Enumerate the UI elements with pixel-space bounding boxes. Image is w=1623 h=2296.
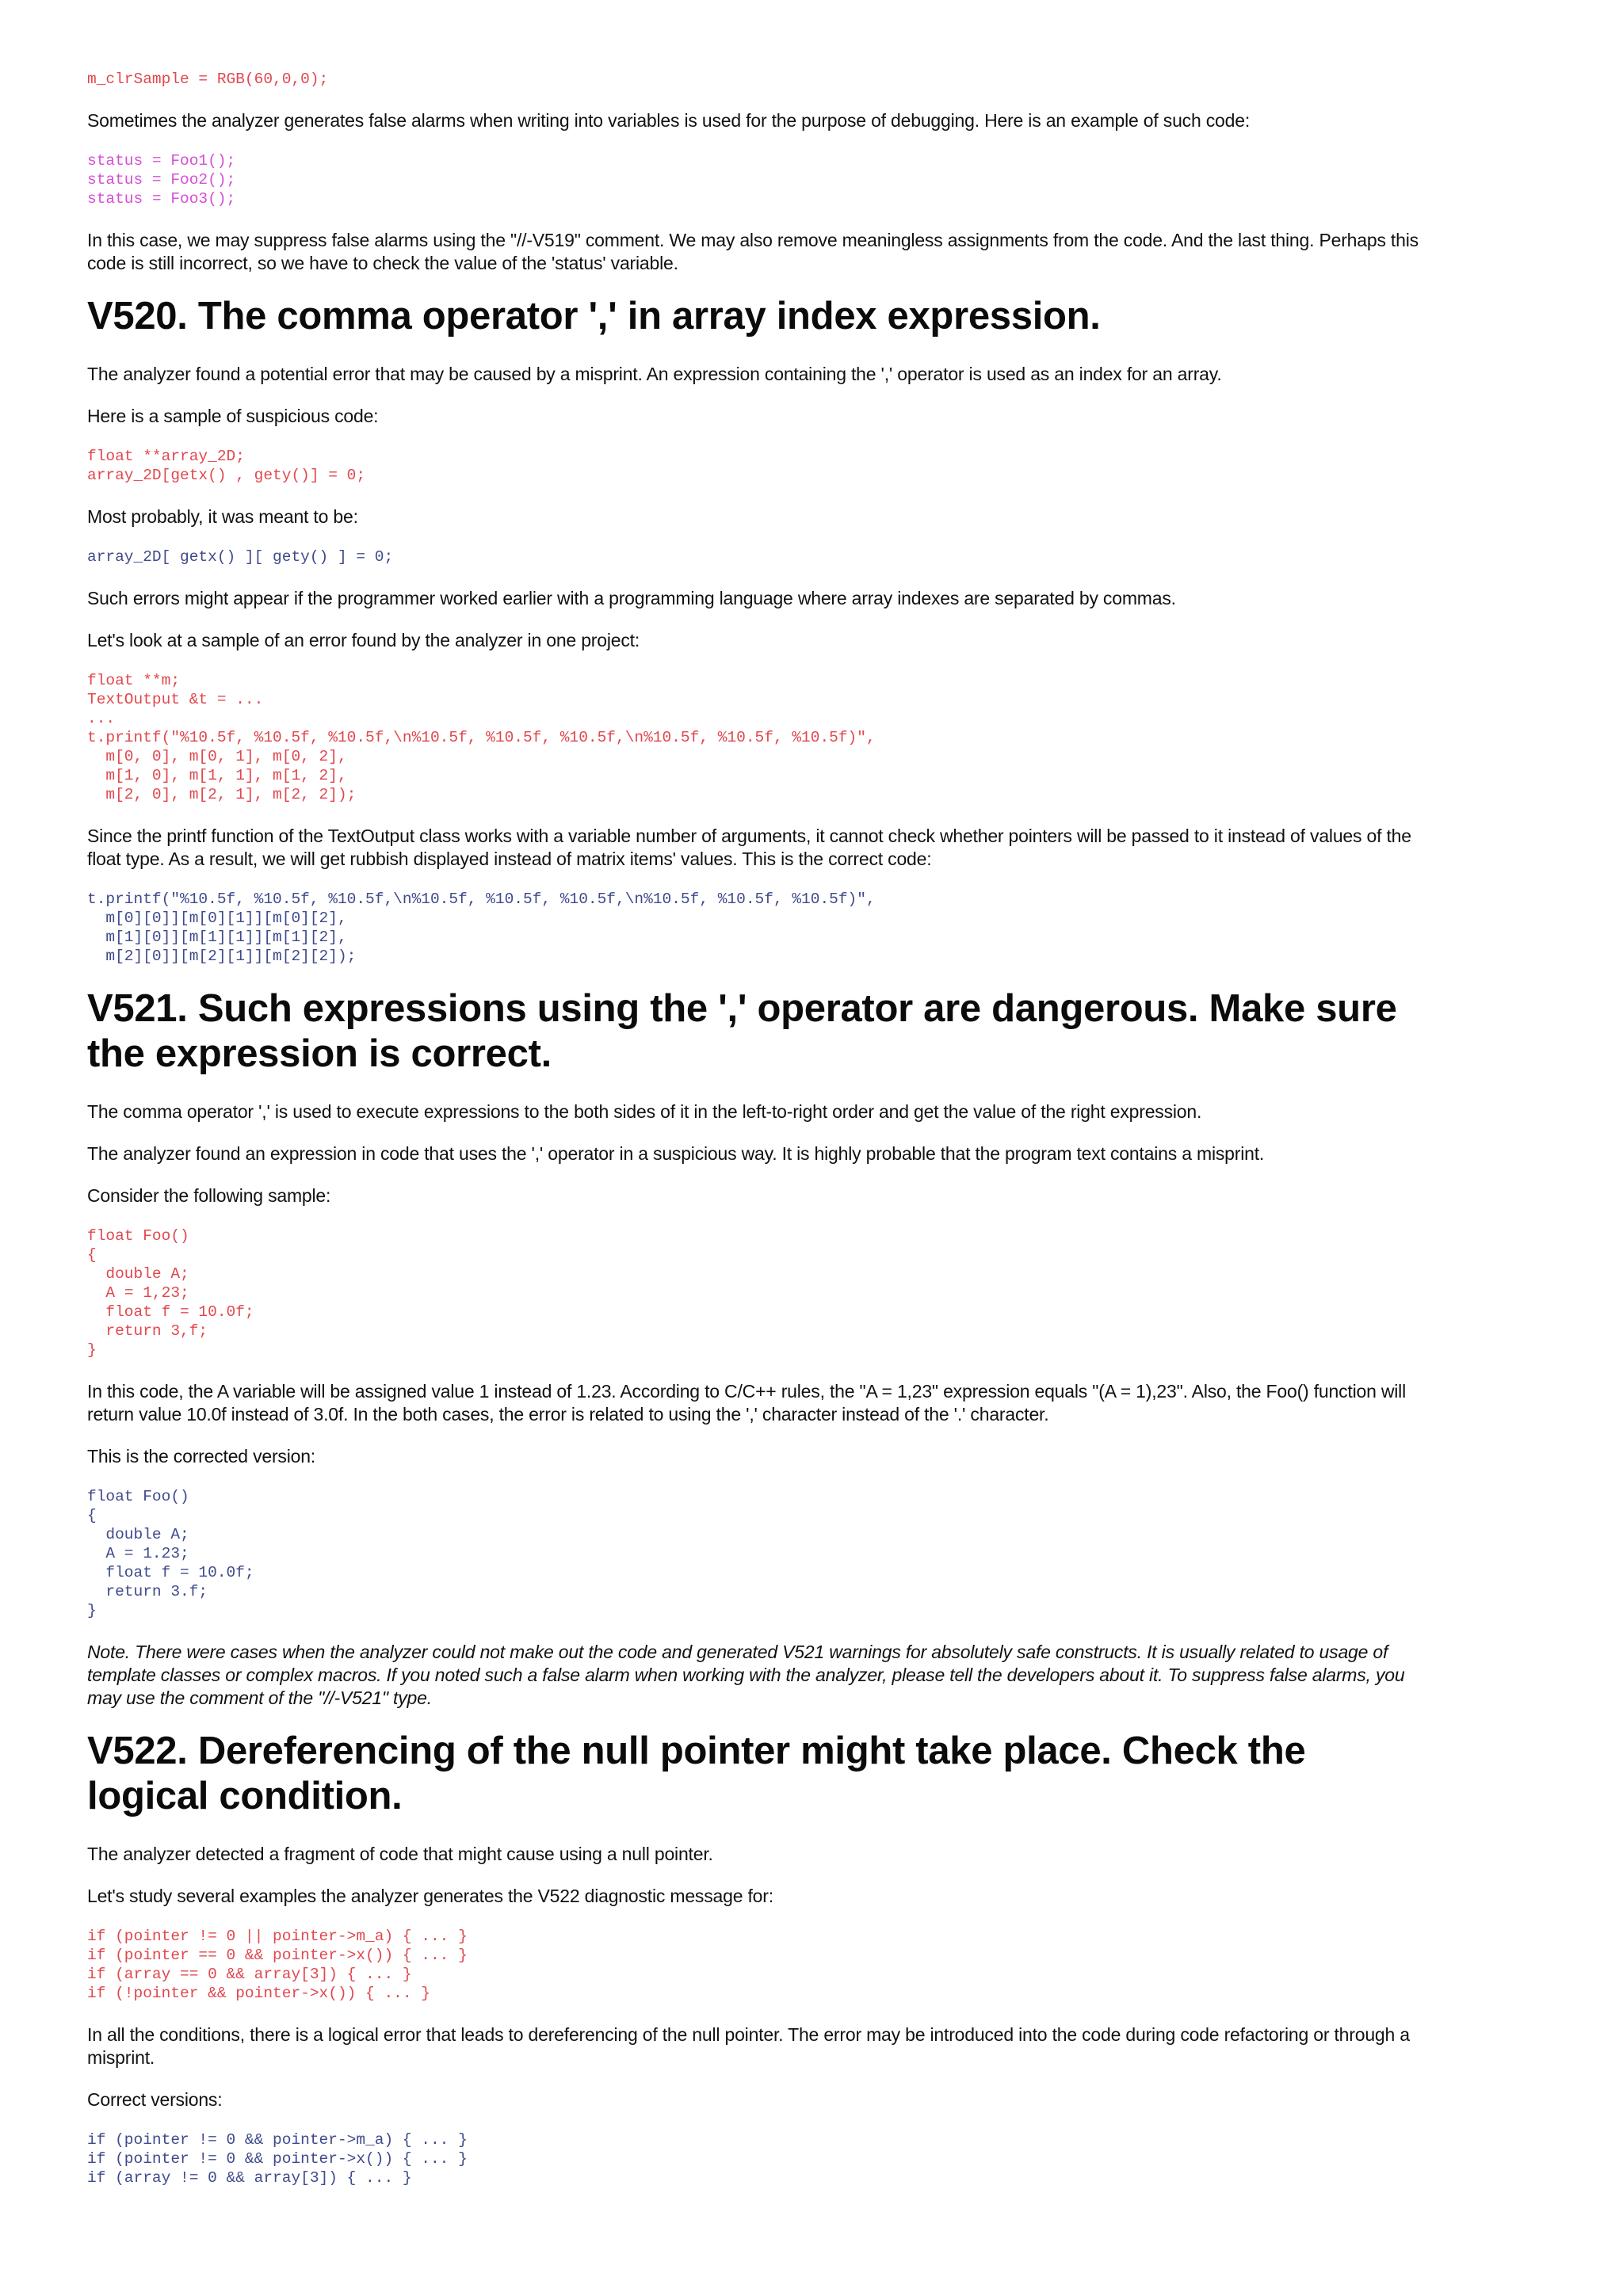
paragraph-v522-intro: The analyzer detected a fragment of code that might cause using a null pointer.	[87, 1844, 713, 1864]
paragraph-null-pointer-explanation: In all the conditions, there is a logical error that leads to dereferencing of the null pointer. The error may be introduced into the code during code refactoring or through a misprint.	[87, 2024, 1410, 2068]
paragraph-corrected-version-label: This is the corrected version:	[87, 1446, 316, 1466]
paragraph-suspicious-code-label: Here is a sample of suspicious code:	[87, 406, 379, 426]
code-block-printf-good: t.printf("%10.5f, %10.5f, %10.5f,\n%10.5f, %10.5f, %10.5f,\n%10.5f, %10.5f, %10.5f)", m[0][0]][m[0][1]][m[0][2], m[1][0]][m[1][1]][m[1][2], m[2][0]][m[2][1]][m[2][2]);	[87, 891, 876, 965]
paragraph-consider-sample: Consider the following sample:	[87, 1185, 331, 1206]
document-page	[87, 70, 1419, 2208]
paragraph-v521-intro: The analyzer found an expression in code that uses the ',' operator in a suspicious way. It is highly probable that the program text contains a misprint.	[87, 1143, 1265, 1164]
paragraph-commas-languages: Such errors might appear if the programmer worked earlier with a programming language where array indexes are separated by commas.	[87, 588, 1176, 608]
heading-v522: V522. Dereferencing of the null pointer might take place. Check the logical condition.	[87, 1730, 1306, 1817]
heading-v520: V520. The comma operator ',' in array index expression.	[87, 295, 1101, 338]
paragraph-meant-to-be: Most probably, it was meant to be:	[87, 506, 358, 527]
code-block-null-pointer-good: if (pointer != 0 && pointer->m_a) { ... } if (pointer != 0 && pointer->x()) { ... } if (array != 0 && array[3]) { ... }	[87, 2131, 468, 2187]
code-block-printf-bad: float **m; TextOutput &t = ... ... t.printf("%10.5f, %10.5f, %10.5f,\n%10.5f, %10.5f, %10.5f,\n%10.5f, %10.5f, %10.5f)", m[0, 0], m[0, 1], m[0, 2], m[1, 0], m[1, 1], m[1, 2], m[2, 0], m[2, 1], m[2, 2]);	[87, 672, 876, 803]
code-block-foo-good: float Foo() { double A; A = 1.23; float f = 10.0f; return 3.f; }	[87, 1488, 254, 1619]
code-block-foo-bad: float Foo() { double A; A = 1,23; float f = 10.0f; return 3,f; }	[87, 1227, 254, 1359]
code-block-array-2d-bad: float **array_2D; array_2D[getx() , gety()] = 0;	[87, 448, 366, 484]
paragraph-v520-intro: The analyzer found a potential error that may be caused by a misprint. An expression containing the ',' operator is used as an index for an array.	[87, 364, 1222, 384]
paragraph-note-v521: Note. There were cases when the analyzer could not make out the code and generated V521 warnings for absolutely safe constructs. It is usually related to usage of template classes or complex macros. If you noted such a false alarm when working with the analyzer, please tell the developers about it. To suppress false alarms, you may use the comment of the "//-V521" type.	[87, 1642, 1405, 1708]
code-block-status-assignments: status = Foo1(); status = Foo2(); status = Foo3();	[87, 152, 236, 208]
code-block-rgb-sample: m_clrSample = RGB(60,0,0);	[87, 71, 329, 88]
heading-v521: V521. Such expressions using the ',' operator are dangerous. Make sure the expression is correct.	[87, 987, 1397, 1075]
paragraph-correct-versions-label: Correct versions:	[87, 2089, 223, 2110]
paragraph-foo-explanation: In this code, the A variable will be assigned value 1 instead of 1.23. According to C/C++ rules, the "A = 1,23" expression equals "(A = 1),23". Also, the Foo() function will return value 10.0f instead of 3.0f. In the both cases, the error is related to using the ',' character instead of the '.' character.	[87, 1381, 1406, 1425]
paragraph-comma-operator-definition: The comma operator ',' is used to execute expressions to the both sides of it in the left-to-right order and get the value of the right expression.	[87, 1101, 1202, 1122]
paragraph-project-sample-label: Let's look at a sample of an error found by the analyzer in one project:	[87, 630, 640, 650]
paragraph-printf-explanation: Since the printf function of the TextOutput class works with a variable number of arguments, it cannot check whether pointers will be passed to it instead of values of the float type. As a result, we will get rubbish displayed instead of matrix items' values. This is the correct code:	[87, 826, 1411, 869]
code-block-null-pointer-bad: if (pointer != 0 || pointer->m_a) { ... } if (pointer == 0 && pointer->x()) { ... } if (array == 0 && array[3]) { ... } if (!pointer && pointer->x()) { ... }	[87, 1928, 468, 2002]
paragraph-false-alarms-debugging: Sometimes the analyzer generates false alarms when writing into variables is used for the purpose of debugging. Here is an example of such code:	[87, 110, 1251, 131]
paragraph-suppress-v519: In this case, we may suppress false alarms using the "//-V519" comment. We may also remove meaningless assignments from the code. And the last thing. Perhaps this code is still incorrect, so we have to check the value of the 'status' variable.	[87, 230, 1419, 273]
code-block-array-2d-good: array_2D[ getx() ][ gety() ] = 0;	[87, 548, 394, 566]
paragraph-v522-examples-label: Let's study several examples the analyzer generates the V522 diagnostic message for:	[87, 1886, 773, 1906]
